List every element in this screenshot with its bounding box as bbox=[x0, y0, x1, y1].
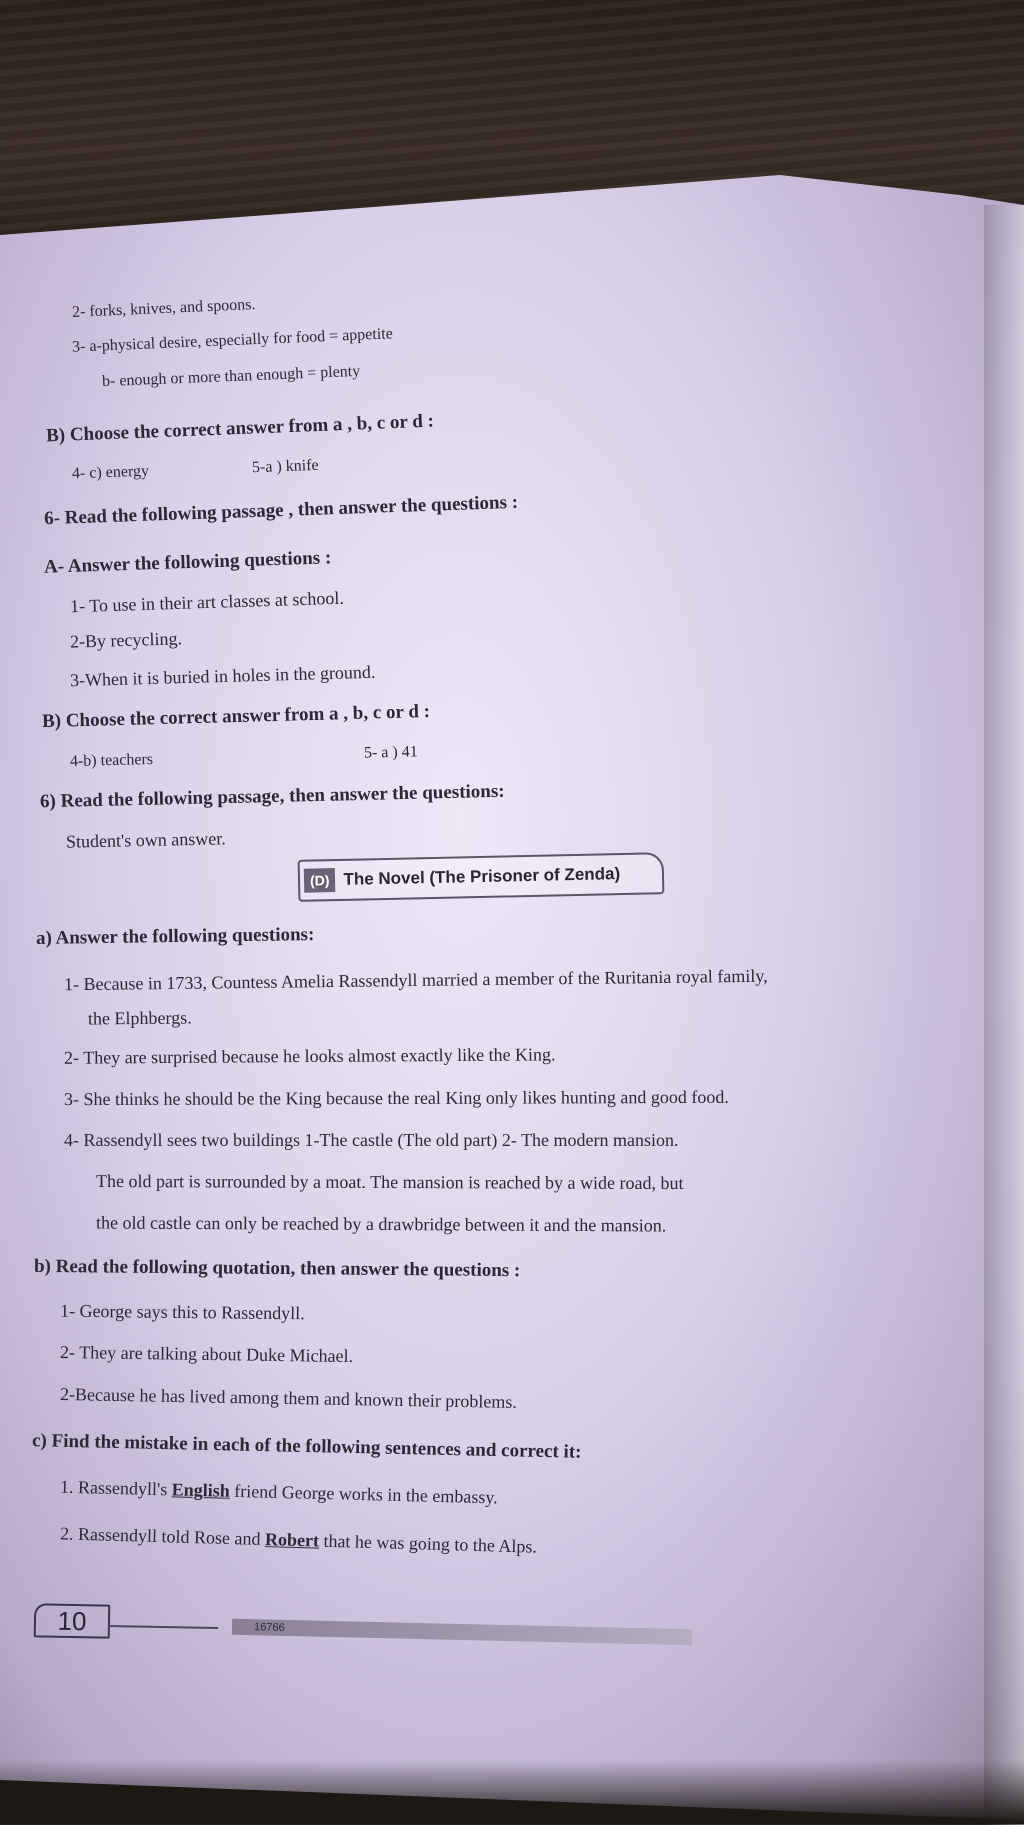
section-heading: c) Find the mistake in each of the following sentences and correct it: bbox=[31, 1430, 582, 1463]
answer-item: Student's own answer. bbox=[65, 828, 226, 852]
answer-item: The old part is surrounded by a moat. The mansion is reached by a wide road, but bbox=[95, 1170, 684, 1194]
answer-item: the Elphbergs. bbox=[87, 1007, 192, 1029]
answer-item bbox=[60, 1477, 498, 1509]
text-line: 2- forks, knives, and spoons. bbox=[71, 296, 256, 321]
footer-rule bbox=[108, 1625, 218, 1629]
answer-item: 4- Rassendyll sees two buildings 1-The castle (The old part) 2- The modern mansion. bbox=[64, 1130, 679, 1150]
section-banner bbox=[298, 852, 665, 902]
answer-item: 3-When it is buried in holes in the ground. bbox=[69, 661, 376, 691]
section-tag: (D) bbox=[304, 868, 336, 893]
section-title: The Novel (The Prisoner of Zenda) bbox=[343, 864, 621, 889]
answer-item: 1- To use in their art classes at school. bbox=[69, 587, 345, 617]
mistake-word: English bbox=[171, 1479, 231, 1501]
answer-item: 1- George says this to Rassendyll. bbox=[59, 1300, 305, 1324]
answer-item: 2- They are talking about Duke Michael. bbox=[59, 1341, 354, 1367]
section-heading: B) Choose the correct answer from a , b, c or d : bbox=[45, 410, 435, 447]
answer-item: 4-b) teachers bbox=[69, 750, 154, 771]
section-heading: b) Read the following quotation, then answer the questions : bbox=[33, 1255, 521, 1282]
answer-item: 2-By recycling. bbox=[69, 628, 183, 652]
text-line: 3- a-physical desire, especially for food = appetite bbox=[71, 325, 394, 356]
answer-item: 1- Because in 1733, Countess Amelia Rassendyll married a member of the Ruritania royal family, bbox=[63, 965, 768, 995]
sentence-text: 2. Rassendyll told Rose and bbox=[59, 1523, 266, 1550]
section-heading: 6- Read the following passage , then answer the questions : bbox=[43, 491, 519, 530]
page-number: 10 bbox=[34, 1603, 111, 1638]
table-surface-bottom bbox=[0, 1760, 1024, 1824]
text-line: b- enough or more than enough = plenty bbox=[101, 362, 361, 391]
section-heading: 6) Read the following passage, then answer the questions: bbox=[39, 780, 505, 813]
answer-item bbox=[60, 1523, 537, 1557]
sentence-text: friend George works in the embassy. bbox=[229, 1480, 498, 1508]
answer-item: 3- She thinks he should be the King because the real King only likes hunting and good food. bbox=[63, 1086, 729, 1110]
answer-item: 4- c) energy bbox=[71, 462, 150, 483]
answer-item: 5- a ) 41 bbox=[363, 743, 418, 762]
answer-item: 2- They are surprised because he looks almost exactly like the King. bbox=[63, 1044, 556, 1068]
section-heading: A- Answer the following questions : bbox=[43, 547, 332, 578]
section-heading: a) Answer the following questions: bbox=[35, 924, 315, 949]
sentence-text: that he was going to the Alps. bbox=[318, 1530, 538, 1557]
footer-code: 16766 bbox=[232, 1619, 692, 1645]
mistake-word: Robert bbox=[264, 1529, 320, 1551]
answer-item: 2-Because he has lived among them and known their problems. bbox=[59, 1384, 518, 1412]
answer-item: the old castle can only be reached by a drawbridge between it and the mansion. bbox=[95, 1212, 667, 1236]
section-heading: B) Choose the correct answer from a , b, c or d : bbox=[41, 700, 431, 733]
answer-item: 5-a ) knife bbox=[251, 456, 319, 477]
sentence-text: 1. Rassendyll's bbox=[59, 1476, 173, 1500]
